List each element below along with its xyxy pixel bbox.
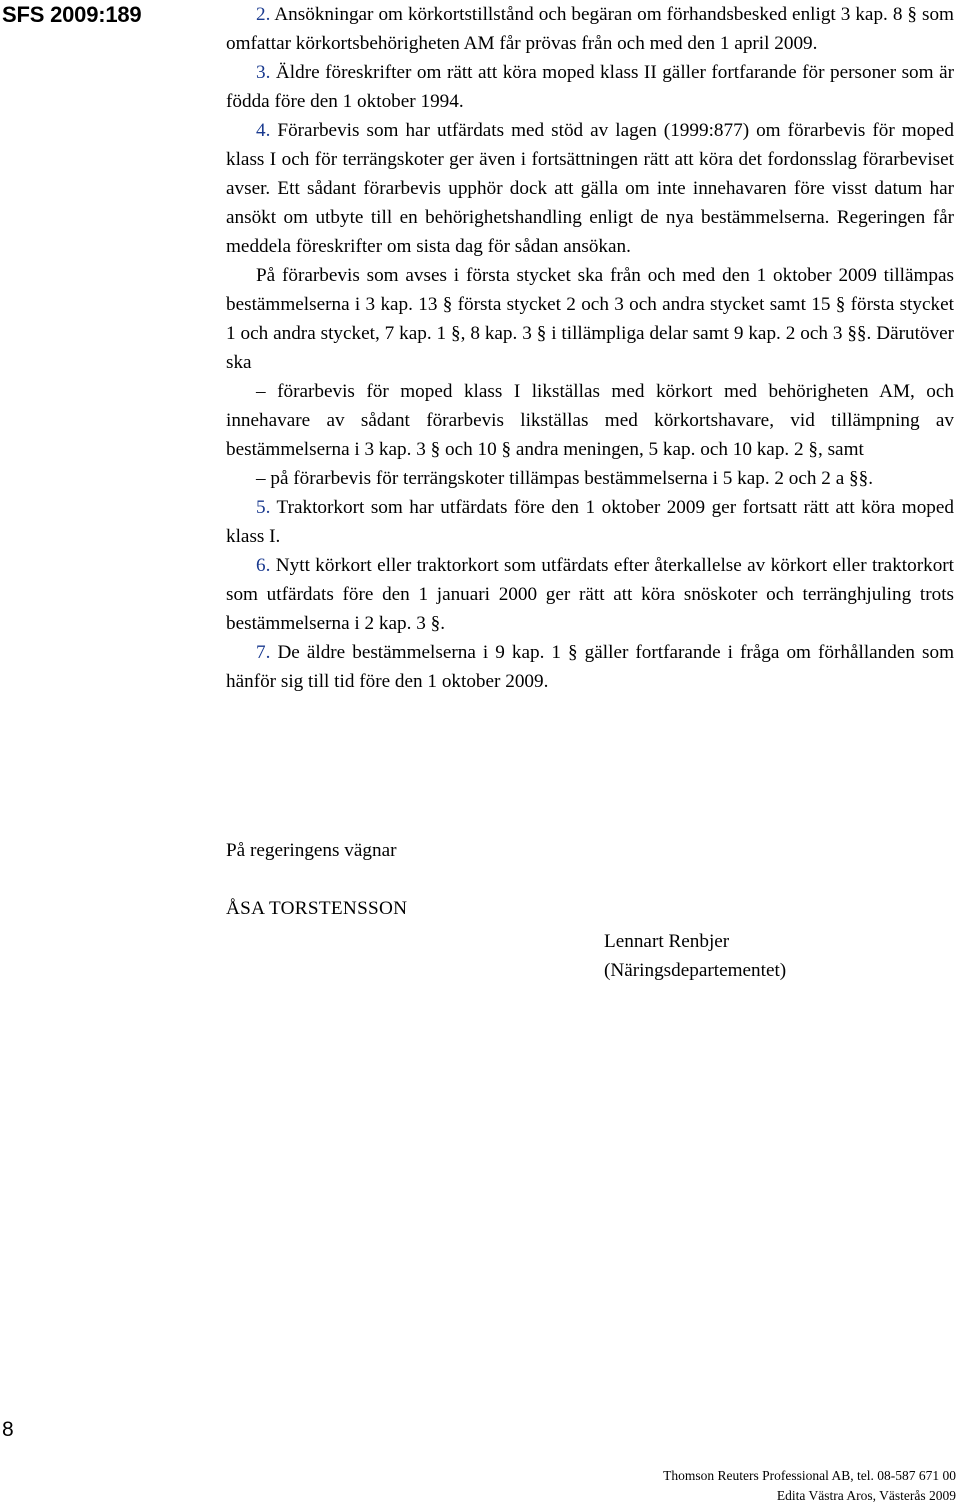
signature-official-block	[604, 927, 786, 985]
paragraph-4-second-stycke	[226, 261, 954, 377]
paragraph-7	[226, 638, 954, 696]
page-number: 8	[2, 1418, 14, 1441]
signature-official: Lennart Renbjer	[604, 931, 730, 952]
dash-item-text: på förarbevis för terrängskoter tillämpas bestämmelserna i 5 kap. 2 och 2 a §§.	[270, 468, 873, 489]
body-text-column	[226, 0, 954, 696]
paragraph-3	[226, 58, 954, 116]
paragraph-2	[226, 0, 954, 58]
dash-item-2: – på förarbevis för terrängskoter tillämpas bestämmelserna i 5 kap. 2 och 2 a §§.	[256, 468, 873, 489]
paragraph-4	[226, 116, 954, 261]
paragraph-5	[226, 493, 954, 551]
paragraph-text: Förarbevis som har utfärdats med stöd av lagen (1999:877) om förarbevis för moped klass I och för terrängskoter ger även i fortsättningen rätt att köra det fordonsslag förarbeviset avser. Ett sådant förarbevis upphör dock att gälla om inte innehavaren före visst datum har ansökt om utbyte till en behörighetshandling enligt de nya bestämmelserna. Regeringen får meddela föreskrifter om sista dag för sådan ansökan.	[226, 120, 954, 257]
paragraph-number: 7.	[256, 642, 271, 663]
paragraph-text: Ansökningar om körkortstillstånd och begäran om förhandsbesked enligt 3 kap. 8 § som omfattar körkortsbehörigheten AM får prövas från och med den 1 april 2009.	[226, 4, 954, 54]
paragraph-text: Äldre föreskrifter om rätt att köra moped klass II gäller fortfarande för personer som är födda före den 1 oktober 1994.	[226, 62, 954, 112]
paragraph-6	[226, 551, 954, 638]
dash-item-text: förarbevis för moped klass I likställas med körkort med behörigheten AM, och innehavare av sådant förarbevis likställas med körkortshavare, vid tillämpning av bestämmelserna i 3 kap. 3 § och 10 § andra meningen, 5 kap. och 10 kap. 2 §, samt	[226, 381, 954, 460]
signature-department: (Näringsdepartementet)	[604, 960, 787, 981]
dash-item-1: – förarbevis för moped klass I likställas med körkort med behörigheten AM, och innehavare av sådant förarbevis likställas med körkortshavare, vid tillämpning av bestämmelserna i 3 kap. 3 § och 10 § andra meningen, 5 kap. och 10 kap. 2 §, samt	[226, 381, 954, 460]
sfs-number: SFS 2009:189	[2, 2, 142, 27]
paragraph-number: 5.	[256, 497, 271, 518]
paragraph-text: På förarbevis som avses i första stycket ska från och med den 1 oktober 2009 tillämpas bestämmelserna i 3 kap. 13 § första stycket 2 och 3 och andra stycket samt 15 § första stycket 1 och andra stycket, 7 kap. 1 §, 8 kap. 3 § i tillämpliga delar samt 9 kap. 2 och 3 §§. Därutöver ska	[226, 265, 954, 373]
footer-line-2: Edita Västra Aros, Västerås 2009	[776, 1488, 956, 1503]
signature-minister: ÅSA TORSTENSSON	[226, 898, 408, 919]
footer-line-1: Thomson Reuters Professional AB, tel. 08-587 671 00	[663, 1468, 956, 1483]
paragraph-number: 2.	[256, 4, 271, 25]
paragraph-text: Nytt körkort eller traktorkort som utfärdats efter återkallelse av körkort eller traktorkort som utfärdats före den 1 januari 2000 ger rätt att köra snöskoter och terränghjuling trots bestämmelserna i 2 kap. 3 §.	[226, 555, 955, 634]
publisher-footer	[663, 1466, 956, 1506]
paragraph-number: 4.	[256, 120, 271, 141]
paragraph-text: Traktorkort som har utfärdats före den 1 oktober 2009 ger fortsatt rätt att köra moped klass I.	[226, 497, 954, 547]
paragraph-text: De äldre bestämmelserna i 9 kap. 1 § gäller fortfarande i fråga om förhållanden som hänför sig till tid före den 1 oktober 2009.	[226, 642, 954, 692]
signature-formula: På regeringens vägnar	[226, 840, 397, 861]
paragraph-number: 6.	[256, 555, 271, 576]
paragraph-number: 3.	[256, 62, 271, 83]
